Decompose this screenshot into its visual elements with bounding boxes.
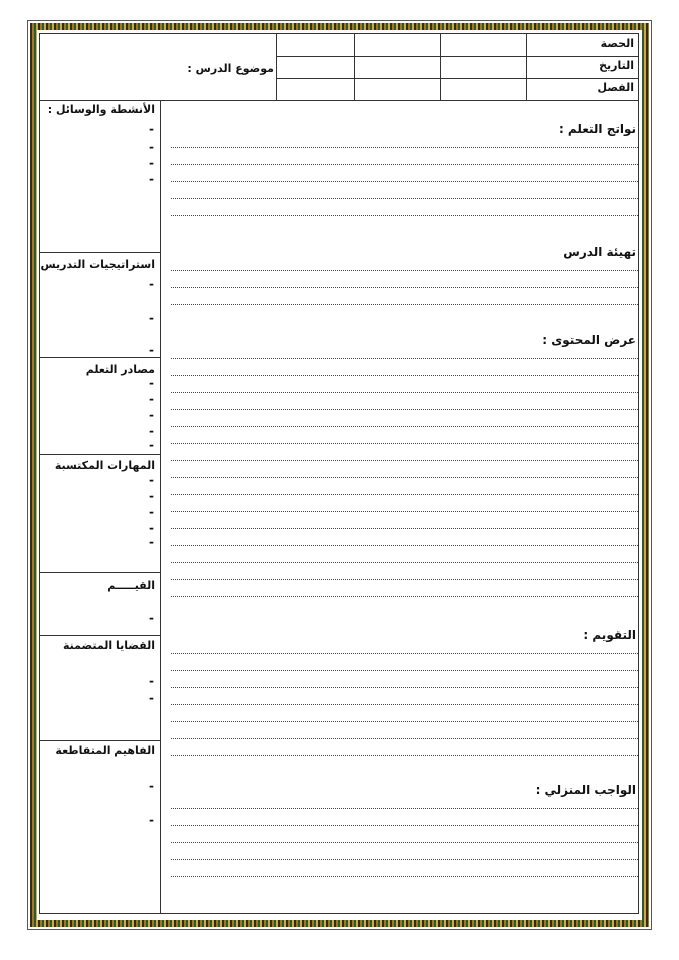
- writing-line[interactable]: [171, 825, 638, 826]
- lesson-intro-title: تهيئة الدرس: [563, 245, 636, 259]
- writing-line[interactable]: [171, 876, 638, 877]
- header-cell[interactable]: [276, 78, 354, 100]
- bullet: -: [149, 674, 154, 688]
- main-content: [161, 100, 638, 914]
- header-table: [40, 34, 638, 101]
- writing-line[interactable]: [171, 528, 638, 529]
- learning-outcomes-title: نواتج التعلم :: [558, 122, 636, 136]
- writing-line[interactable]: [171, 859, 638, 860]
- header-cell[interactable]: [440, 56, 526, 78]
- bullet: -: [149, 277, 154, 291]
- sidebar-section-issues: [40, 636, 160, 741]
- lesson-plan-form: [39, 33, 639, 914]
- bullet: -: [149, 376, 154, 390]
- bullet: -: [149, 521, 154, 535]
- sidebar-section-strategies: [40, 253, 160, 358]
- lesson-topic-label: موضوع الدرس :: [187, 62, 274, 75]
- writing-line[interactable]: [171, 704, 638, 705]
- bullet: -: [149, 122, 154, 136]
- header-cell[interactable]: [276, 56, 354, 78]
- header-label-cell: [526, 56, 638, 78]
- writing-line[interactable]: [171, 198, 638, 199]
- period-label: الحصة: [600, 37, 634, 50]
- bullet: -: [149, 813, 154, 827]
- writing-line[interactable]: [171, 358, 638, 359]
- header-cell[interactable]: [354, 78, 440, 100]
- writing-line[interactable]: [171, 653, 638, 654]
- writing-line[interactable]: [171, 409, 638, 410]
- writing-line[interactable]: [171, 511, 638, 512]
- writing-line[interactable]: [171, 842, 638, 843]
- date-label: التاريخ: [599, 59, 634, 72]
- writing-line[interactable]: [171, 477, 638, 478]
- bullet: -: [149, 473, 154, 487]
- bullet: -: [149, 489, 154, 503]
- writing-line[interactable]: [171, 738, 638, 739]
- writing-line[interactable]: [171, 562, 638, 563]
- sidebar-section-concepts: [40, 741, 160, 914]
- bullet: -: [149, 343, 154, 357]
- writing-line[interactable]: [171, 755, 638, 756]
- bullet: -: [149, 779, 154, 793]
- header-label-cell: [526, 78, 638, 100]
- writing-line[interactable]: [171, 304, 638, 305]
- writing-line[interactable]: [171, 426, 638, 427]
- writing-line[interactable]: [171, 270, 638, 271]
- sidebar-section-skills: [40, 455, 160, 573]
- writing-line[interactable]: [171, 721, 638, 722]
- sidebar-section-values: [40, 573, 160, 636]
- writing-line[interactable]: [171, 164, 638, 165]
- header-row-period: [276, 34, 638, 57]
- header-cell[interactable]: [354, 34, 440, 56]
- homework-title: الواجب المنزلي :: [535, 783, 636, 797]
- writing-line[interactable]: [171, 215, 638, 216]
- sidebar: [40, 100, 161, 914]
- bullet: -: [149, 172, 154, 186]
- bullet: -: [149, 535, 154, 549]
- header-cell[interactable]: [276, 34, 354, 56]
- bullet: -: [149, 156, 154, 170]
- sidebar-section-activities: [40, 100, 160, 253]
- sidebar-section-title: مصادر التعلم: [85, 363, 155, 376]
- header-cell[interactable]: [354, 56, 440, 78]
- bullet: -: [149, 392, 154, 406]
- sidebar-section-sources: [40, 358, 160, 455]
- bullet: -: [149, 438, 154, 452]
- writing-line[interactable]: [171, 579, 638, 580]
- sidebar-section-title: الفاهيم المتقاطعة: [55, 744, 155, 757]
- writing-line[interactable]: [171, 494, 638, 495]
- writing-line[interactable]: [171, 287, 638, 288]
- bullet: -: [149, 311, 154, 325]
- writing-line[interactable]: [171, 443, 638, 444]
- writing-line[interactable]: [171, 375, 638, 376]
- writing-line[interactable]: [171, 596, 638, 597]
- writing-line[interactable]: [171, 545, 638, 546]
- writing-line[interactable]: [171, 808, 638, 809]
- bullet: -: [149, 505, 154, 519]
- evaluation-title: التقويم :: [583, 628, 636, 642]
- bullet: -: [149, 140, 154, 154]
- class-label: الفصل: [597, 81, 634, 94]
- bullet: -: [149, 611, 154, 625]
- writing-line[interactable]: [171, 460, 638, 461]
- header-row-date: [276, 56, 638, 79]
- sidebar-section-title: القيـــــم: [107, 579, 155, 592]
- writing-line[interactable]: [171, 392, 638, 393]
- writing-line[interactable]: [171, 147, 638, 148]
- bullet: -: [149, 424, 154, 438]
- content-presentation-title: عرض المحتوى :: [542, 333, 636, 347]
- writing-line[interactable]: [171, 687, 638, 688]
- writing-line[interactable]: [171, 670, 638, 671]
- sidebar-section-title: الأنشطة والوسائل :: [47, 103, 155, 116]
- sidebar-section-title: القضايا المتضمنة: [62, 639, 155, 652]
- header-cell[interactable]: [440, 78, 526, 100]
- sidebar-section-title: المهارات المكتسبة: [54, 459, 155, 472]
- writing-line[interactable]: [171, 181, 638, 182]
- bullet: -: [149, 691, 154, 705]
- sidebar-section-title: استراتيجيات التدريس: [40, 258, 155, 271]
- header-label-cell: [526, 34, 638, 56]
- header-cell[interactable]: [440, 34, 526, 56]
- bullet: -: [149, 408, 154, 422]
- header-row-class: [276, 78, 638, 100]
